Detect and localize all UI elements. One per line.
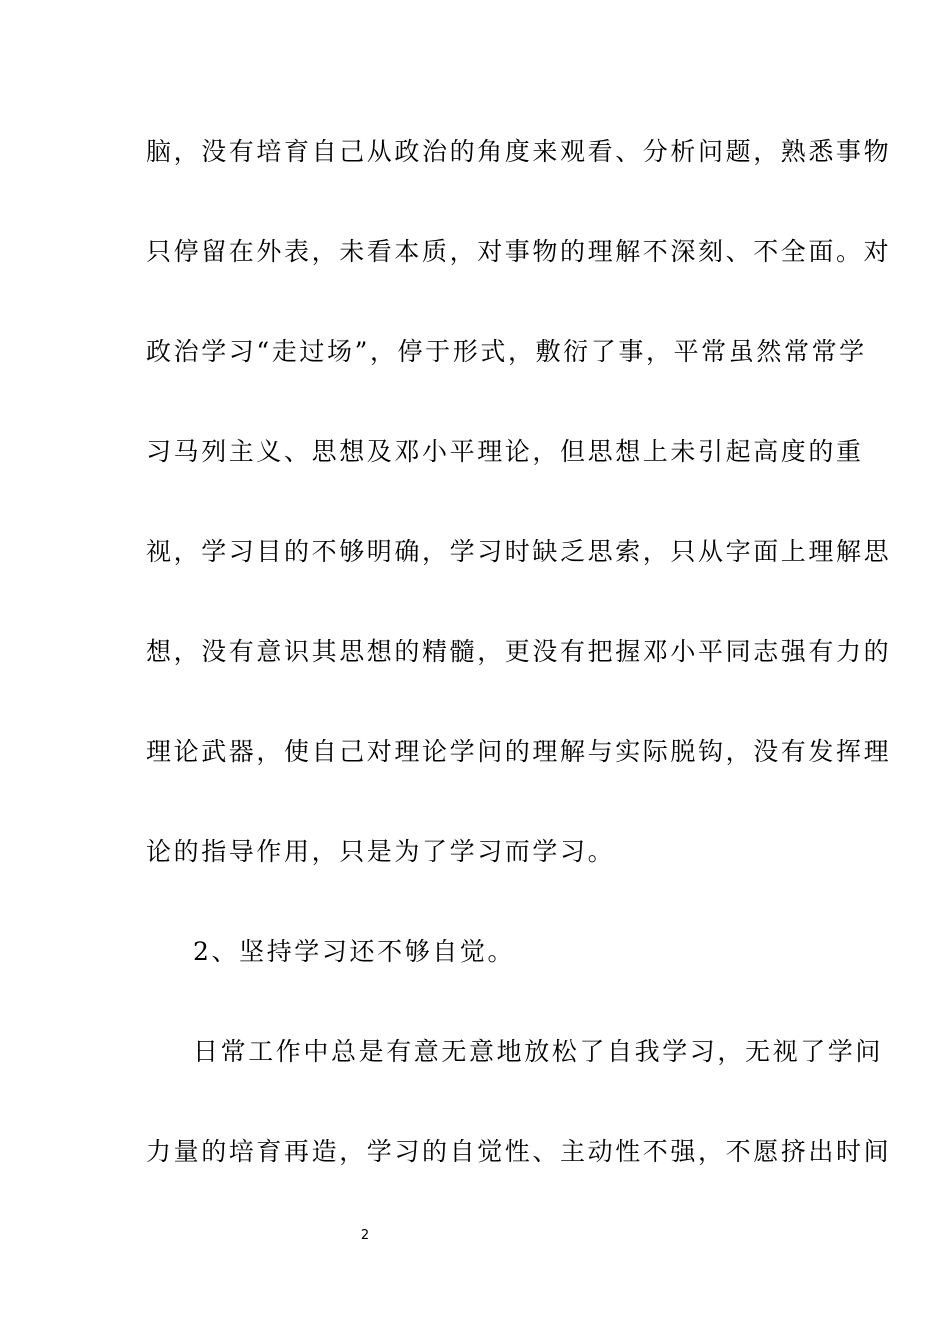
text-line: 只停留在外表，未看本质，对事物的理解不深刻、不全面。对 — [146, 237, 892, 266]
text-line: 日常工作中总是有意无意地放松了自我学习，无视了学问 — [193, 1037, 884, 1066]
section-heading: 2、坚持学习还不够自觉。 — [193, 937, 516, 966]
text-line: 政治学习“走过场”，停于形式，敷衍了事，平常虽然常常学 — [146, 337, 867, 366]
text-line: 理论武器，使自己对理论学问的理解与实际脱钩，没有发挥理 — [146, 737, 892, 766]
page-number: 2 — [360, 1228, 370, 1243]
text-line: 视，学习目的不够明确，学习时缺乏思索，只从字面上理解思 — [146, 537, 892, 566]
text-line: 想，没有意识其思想的精髓，更没有把握邓小平同志强有力的 — [146, 637, 892, 666]
text-line: 力量的培育再造，学习的自觉性、主动性不强，不愿挤出时间 — [146, 1137, 892, 1166]
text-line: 论的指导作用，只是为了学习而学习。 — [146, 837, 616, 866]
text-line: 习马列主义、思想及邓小平理论，但思想上未引起高度的重 — [146, 437, 864, 466]
text-line: 脑，没有培育自己从政治的角度来观看、分析问题，熟悉事物 — [146, 137, 892, 166]
